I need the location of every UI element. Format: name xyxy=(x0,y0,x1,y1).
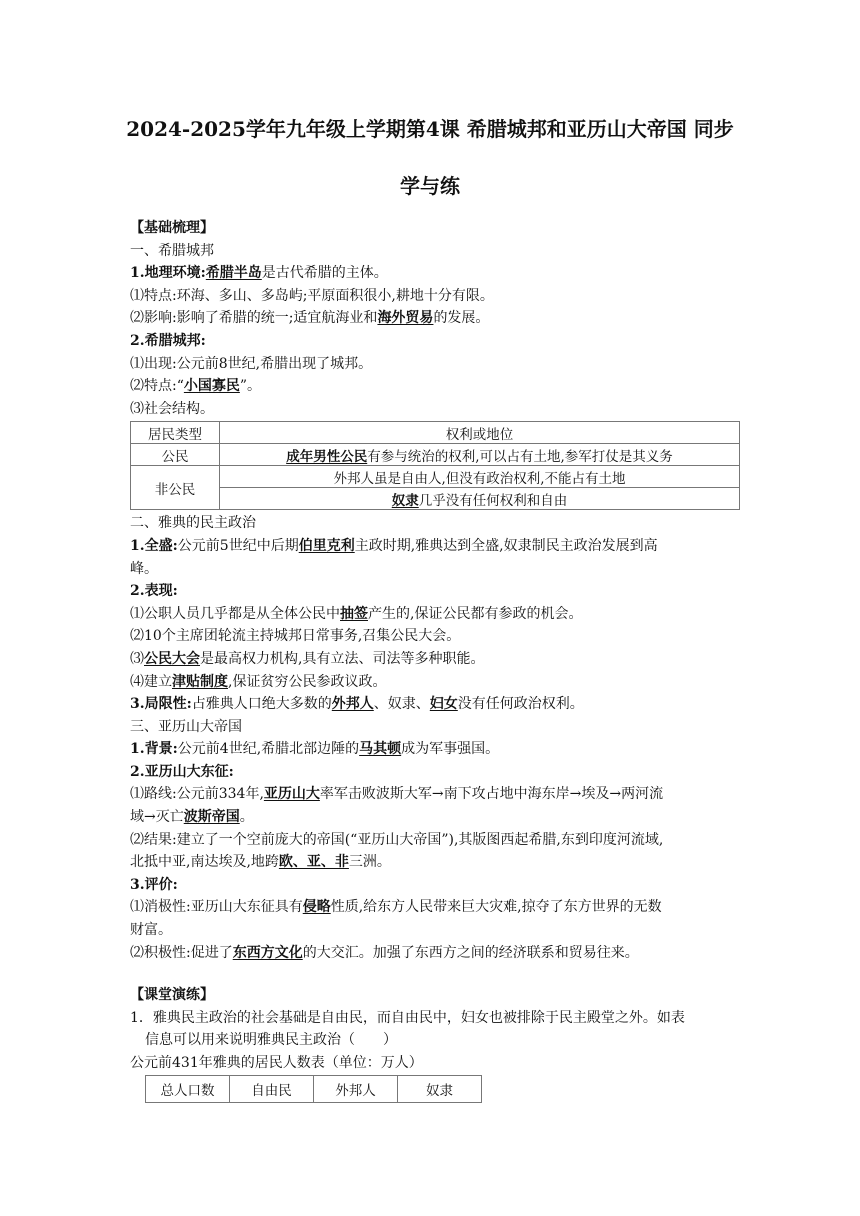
key-term: 公民大会 xyxy=(144,650,200,667)
document-title xyxy=(118,101,742,215)
point-text: ⑵影响:影响了希腊的统一;适宜航海业和 xyxy=(130,310,378,327)
table-header-cell: 居民类型 xyxy=(131,422,220,444)
point-text: 的大交汇。加强了东西方之间的经济联系和贸易往来。 xyxy=(302,944,639,961)
cell-text: 有参与统治的权利,可以占有土地,参军打仗是其义务 xyxy=(367,448,673,465)
point-heyday-cont: 峰。 xyxy=(130,560,158,577)
point-heyday xyxy=(130,535,734,558)
point-text: 占雅典人口绝大多数的 xyxy=(191,696,332,713)
point-negative-cont: 财富。 xyxy=(130,922,172,939)
key-term: 奴隶 xyxy=(391,492,419,509)
subsection-heading-greek-city-states: 一、希腊城邦 xyxy=(130,242,214,259)
point-text: 是古代希腊的主体。 xyxy=(261,265,388,282)
point-text: 没有任何政治权利。 xyxy=(457,696,584,713)
point-text: 、奴隶、 xyxy=(373,696,430,713)
population-table xyxy=(145,1075,482,1103)
table-header-cell: 总人口数 xyxy=(146,1075,230,1102)
key-term: 波斯帝国 xyxy=(183,809,240,826)
point-negative xyxy=(130,896,734,919)
section-heading-basics: 【基础梳理】 xyxy=(130,220,214,236)
key-term: 侵略 xyxy=(302,899,331,916)
point-text: ⑴公职人员几乎都是从全体公民中 xyxy=(130,605,340,622)
point-influence xyxy=(130,307,734,330)
point-geography xyxy=(130,262,734,285)
point-characteristic xyxy=(130,375,734,398)
point-label: 1.背景: xyxy=(130,741,178,758)
point-text: 的发展。 xyxy=(433,310,490,327)
point-manifestation: 2.表现: xyxy=(130,583,178,600)
table-header-cell: 自由民 xyxy=(230,1075,314,1102)
table-cell: 外邦人虽是自由人,但没有政治权利,不能占有土地 xyxy=(220,466,740,488)
key-term: 小国寡民 xyxy=(183,378,240,395)
point-text: 域→灭亡 xyxy=(130,809,184,826)
point-label: 1.全盛: xyxy=(130,537,178,554)
point-presidium: ⑵10个主席团轮流主持城邦日常事务,召集公民大会。 xyxy=(130,628,461,645)
point-text: 是最高权力机构,具有立法、司法等多种职能。 xyxy=(200,650,485,667)
point-text: ⑶ xyxy=(130,650,144,667)
key-term: 海外贸易 xyxy=(377,310,434,327)
point-social-structure: ⑶社会结构。 xyxy=(130,400,214,417)
key-term: 马其顿 xyxy=(359,741,402,758)
key-term: 伯里克利 xyxy=(298,537,355,554)
title-line-2: 学与练 xyxy=(400,174,460,198)
point-limitation xyxy=(130,693,734,716)
section-spacer xyxy=(130,964,734,984)
point-text: 公元前5世纪中后期 xyxy=(177,537,299,554)
point-text: 成为军事强国。 xyxy=(401,741,500,758)
point-route xyxy=(130,783,734,806)
key-term: 欧、亚、非 xyxy=(278,854,349,871)
subsection-heading-athens-democracy: 二、雅典的民主政治 xyxy=(130,515,256,532)
point-text: ,保证贫穷公民参政议政。 xyxy=(228,673,387,690)
key-term: 抽签 xyxy=(340,605,368,622)
point-text: ⑵积极性:促进了 xyxy=(130,944,233,961)
point-text: ⑴消极性:亚历山大东征具有 xyxy=(130,899,303,916)
table-row xyxy=(131,444,740,466)
point-route-cont xyxy=(130,806,734,829)
point-text: 。 xyxy=(239,809,254,826)
key-term: 妇女 xyxy=(429,696,458,713)
table-caption: 公元前431年雅典的居民人数表（单位：万人） xyxy=(130,1055,423,1071)
point-text: 性质,给东方人民带来巨大灾难,掠夺了东方世界的无数 xyxy=(330,899,662,916)
table-cell xyxy=(220,444,740,466)
point-emergence: ⑴出现:公元前8世纪,希腊出现了城邦。 xyxy=(130,355,373,372)
point-result: ⑵结果:建立了一个空前庞大的帝国(“亚历山大帝国”),其版图西起希腊,东到印度河流域, xyxy=(130,831,664,848)
table-header-cell: 权利或地位 xyxy=(220,422,740,444)
point-background xyxy=(130,738,734,761)
subsection-heading-alexander-empire: 三、亚历山大帝国 xyxy=(130,718,242,735)
point-allowance xyxy=(130,671,734,694)
point-lottery xyxy=(130,603,734,626)
key-term: 亚历山大 xyxy=(263,786,320,803)
table-row xyxy=(131,466,740,488)
point-evaluation: 3.评价: xyxy=(130,876,178,893)
table-header-cell: 奴隶 xyxy=(398,1075,482,1102)
key-term: 津贴制度 xyxy=(172,673,228,690)
key-term: 成年男性公民 xyxy=(286,448,368,465)
point-result-cont xyxy=(130,851,734,874)
point-text: ⑷建立 xyxy=(130,673,172,690)
table-header-row xyxy=(146,1075,482,1102)
point-text: ”。 xyxy=(239,378,262,395)
point-text: 主政时期,雅典达到全盛,奴隶制民主政治发展到高 xyxy=(354,537,658,554)
document-body xyxy=(130,217,734,1103)
point-label: 1.地理环境: xyxy=(130,265,206,282)
point-text: 三洲。 xyxy=(348,854,391,871)
table-row xyxy=(131,488,740,510)
table-header-row xyxy=(131,422,740,444)
table-header-cell: 外邦人 xyxy=(314,1075,398,1102)
table-cell: 非公民 xyxy=(131,466,220,510)
key-term: 希腊半岛 xyxy=(205,265,262,282)
table-cell: 公民 xyxy=(131,444,220,466)
point-positive xyxy=(130,942,734,965)
point-text: 率军击败波斯大军→南下攻占地中海东岸→埃及→两河流 xyxy=(319,786,664,803)
table-cell xyxy=(220,488,740,510)
social-structure-table xyxy=(130,421,740,510)
key-term: 东西方文化 xyxy=(232,944,303,961)
point-text: 公元前4世纪,希腊北部边陲的 xyxy=(177,741,360,758)
point-label: 3.局限性: xyxy=(130,696,192,713)
point-text: 北抵中亚,南达埃及,地跨 xyxy=(130,854,279,871)
key-term: 外邦人 xyxy=(331,696,374,713)
title-line-1: 2024-2025学年九年级上学期第4课 希腊城邦和亚历山大帝国 同步 xyxy=(126,117,734,141)
section-heading-practice: 【课堂演练】 xyxy=(130,987,214,1004)
cell-text: 几乎没有任何权利和自由 xyxy=(418,492,568,509)
point-text: ⑴路线:公元前334年, xyxy=(130,786,264,803)
point-features: ⑴特点:环海、多山、多岛屿;平原面积很小,耕地十分有限。 xyxy=(130,287,494,304)
point-eastern-expedition: 2.亚历山大东征: xyxy=(130,763,234,780)
point-city-states: 2.希腊城邦: xyxy=(130,332,206,349)
point-text: 产生的,保证公民都有参政的机会。 xyxy=(368,605,583,622)
question-1-line-1: 1．雅典民主政治的社会基础是自由民，而自由民中，妇女也被排除于民主殿堂之外。如表 xyxy=(130,1009,685,1026)
question-1-line-2: 信息可以用来说明雅典民主政治（ ） xyxy=(145,1032,397,1049)
point-assembly xyxy=(130,648,734,671)
point-text: ⑵特点:“ xyxy=(130,378,184,395)
